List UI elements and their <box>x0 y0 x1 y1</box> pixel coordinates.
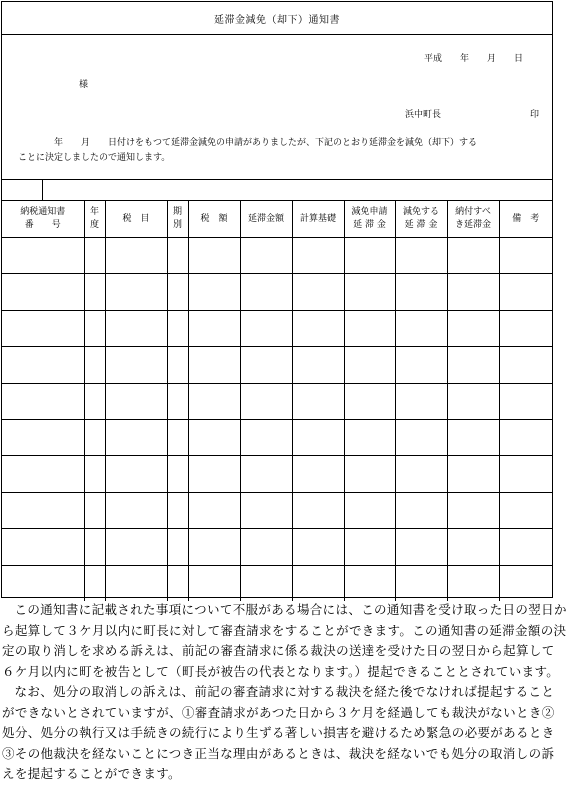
band-divider <box>42 180 43 200</box>
table-cell <box>344 565 395 601</box>
col-period: 期 別 <box>167 201 188 238</box>
table-cell <box>499 310 552 346</box>
table-cell <box>344 529 395 565</box>
table-row <box>2 310 552 346</box>
table-row <box>2 383 552 419</box>
table-cell <box>2 347 84 383</box>
table-cell <box>84 310 105 346</box>
table-cell <box>188 310 240 346</box>
table-cell <box>499 419 552 455</box>
table-cell <box>2 274 84 310</box>
table-cell <box>395 238 447 274</box>
table-cell <box>240 310 292 346</box>
table-row <box>2 238 552 274</box>
table-cell <box>240 492 292 528</box>
table-cell <box>292 238 344 274</box>
table-row <box>2 565 552 601</box>
table-cell <box>447 238 499 274</box>
table-cell <box>240 456 292 492</box>
table-cell <box>395 529 447 565</box>
table-cell <box>447 492 499 528</box>
table-cell <box>188 347 240 383</box>
table-cell <box>105 347 167 383</box>
table-cell <box>188 238 240 274</box>
table-cell <box>2 419 84 455</box>
table-cell <box>167 492 188 528</box>
table-cell <box>105 565 167 601</box>
table-cell <box>2 492 84 528</box>
table-cell <box>167 274 188 310</box>
table-cell <box>2 383 84 419</box>
col-requested-reduction: 減免申請 延 滞 金 <box>344 201 395 238</box>
table-cell <box>499 456 552 492</box>
table-cell <box>84 565 105 601</box>
table-cell <box>344 492 395 528</box>
table-cell <box>240 238 292 274</box>
table-cell <box>292 529 344 565</box>
table-cell <box>499 238 552 274</box>
issuer-name: 浜中町長 <box>405 110 442 120</box>
table-cell <box>499 529 552 565</box>
table-cell <box>84 383 105 419</box>
col-remarks: 備 考 <box>499 201 552 238</box>
table-row <box>2 456 552 492</box>
table-cell <box>344 456 395 492</box>
table-cell <box>84 347 105 383</box>
form-title: 延滞金減免（却下）通知書 <box>2 2 552 35</box>
table-cell <box>344 274 395 310</box>
table-cell <box>105 274 167 310</box>
table-cell <box>2 310 84 346</box>
table-cell <box>2 529 84 565</box>
table-cell <box>105 492 167 528</box>
table-cell <box>240 383 292 419</box>
table-cell <box>499 492 552 528</box>
table-cell <box>395 419 447 455</box>
table-cell <box>2 456 84 492</box>
table-row <box>2 347 552 383</box>
recipient-suffix: 様 <box>79 80 89 90</box>
table-cell <box>188 383 240 419</box>
table-cell <box>447 419 499 455</box>
table-cell <box>240 347 292 383</box>
table-cell <box>84 456 105 492</box>
col-calc-basis: 計算基礎 <box>292 201 344 238</box>
table-cell <box>344 383 395 419</box>
table-cell <box>292 456 344 492</box>
table-cell <box>167 238 188 274</box>
penalty-table <box>2 200 552 601</box>
blank-band <box>2 179 552 201</box>
table-cell <box>167 310 188 346</box>
table-cell <box>292 383 344 419</box>
table-cell <box>395 347 447 383</box>
table-row <box>2 492 552 528</box>
table-cell <box>499 274 552 310</box>
appeal-paragraph-1: この通知書に記載された事項について不服がある場合には、この通知書を受け取った日の翌日から起算して３ケ月以内に町長に対して審査請求をすることができます。この通知書の延滞金額の決定の取り消しを求める訴えは、前記の審査請求に係る裁決の送達を受けた日の翌日から起算して６ケ月以内に町を被告として（町長が被告の代表となります。）提起できることとされています。 <box>2 602 567 679</box>
col-tax-amount: 税 額 <box>188 201 240 238</box>
table-cell <box>447 529 499 565</box>
table-cell <box>292 492 344 528</box>
table-cell <box>499 565 552 601</box>
col-penalty-amount: 延滞金額 <box>240 201 292 238</box>
table-cell <box>447 347 499 383</box>
table-cell <box>395 492 447 528</box>
appeal-notice <box>2 600 567 785</box>
issue-date: 平成 年 月 日 <box>424 54 524 64</box>
table-cell <box>447 274 499 310</box>
table-cell <box>188 419 240 455</box>
table-cell <box>292 310 344 346</box>
table-cell <box>2 238 84 274</box>
table-cell <box>344 310 395 346</box>
table-cell <box>84 274 105 310</box>
seal-mark: 印 <box>530 110 540 120</box>
table-cell <box>167 383 188 419</box>
table-cell <box>188 565 240 601</box>
notice-text: 年 月 日付けをもつて延滞金減免の申請がありましたが、下記のとおり延滞金を減免（却下）する ことに決定しましたので通知します。 <box>18 138 478 163</box>
table-cell <box>292 419 344 455</box>
table-row <box>2 274 552 310</box>
table-cell <box>84 238 105 274</box>
notice-form <box>1 1 553 598</box>
table-cell <box>395 456 447 492</box>
col-fiscal-year: 年 度 <box>84 201 105 238</box>
col-notice-number: 納税通知書 番 号 <box>2 201 84 238</box>
table-cell <box>188 456 240 492</box>
col-granted-reduction: 減免する 延 滞 金 <box>395 201 447 238</box>
table-cell <box>167 347 188 383</box>
table-header-row <box>2 201 552 238</box>
table-cell <box>105 419 167 455</box>
table-cell <box>105 456 167 492</box>
table-cell <box>167 529 188 565</box>
table-cell <box>240 529 292 565</box>
table-cell <box>240 274 292 310</box>
table-cell <box>240 419 292 455</box>
table-cell <box>105 383 167 419</box>
table-cell <box>447 383 499 419</box>
table-cell <box>167 419 188 455</box>
col-tax-item: 税 目 <box>105 201 167 238</box>
table-cell <box>395 565 447 601</box>
table-row <box>2 419 552 455</box>
table-cell <box>188 492 240 528</box>
table-cell <box>499 383 552 419</box>
table-cell <box>499 347 552 383</box>
table-cell <box>188 529 240 565</box>
table-cell <box>447 456 499 492</box>
table-cell <box>395 383 447 419</box>
table-cell <box>84 529 105 565</box>
table-cell <box>105 310 167 346</box>
col-payable-penalty: 納付すべ き延滞金 <box>447 201 499 238</box>
table-cell <box>395 310 447 346</box>
table-cell <box>167 456 188 492</box>
table-cell <box>344 347 395 383</box>
table-cell <box>344 238 395 274</box>
table-cell <box>240 565 292 601</box>
table-cell <box>188 274 240 310</box>
table-cell <box>292 274 344 310</box>
table-cell <box>105 529 167 565</box>
table-cell <box>167 565 188 601</box>
table-cell <box>84 419 105 455</box>
table-cell <box>2 565 84 601</box>
table-row <box>2 529 552 565</box>
table-cell <box>292 565 344 601</box>
appeal-paragraph-2: なお、処分の取消しの訴えは、前記の審査請求に対する裁決を経た後でなければ提起することができないとされていますが、①審査請求があつた日から３ケ月を経過しても裁決がないとき②処分、処分の執行又は手続きの続行により生ずる著しい損害を避けるため緊急の必要があるとき③その他裁決を経ないことにつき正当な理由があるときは、裁決を経ないでも処分の取消しの訴えを提起することができます。 <box>2 684 555 781</box>
table-cell <box>447 565 499 601</box>
table-cell <box>105 238 167 274</box>
table-cell <box>344 419 395 455</box>
table-cell <box>447 310 499 346</box>
table-cell <box>395 274 447 310</box>
table-cell <box>292 347 344 383</box>
table-cell <box>84 492 105 528</box>
